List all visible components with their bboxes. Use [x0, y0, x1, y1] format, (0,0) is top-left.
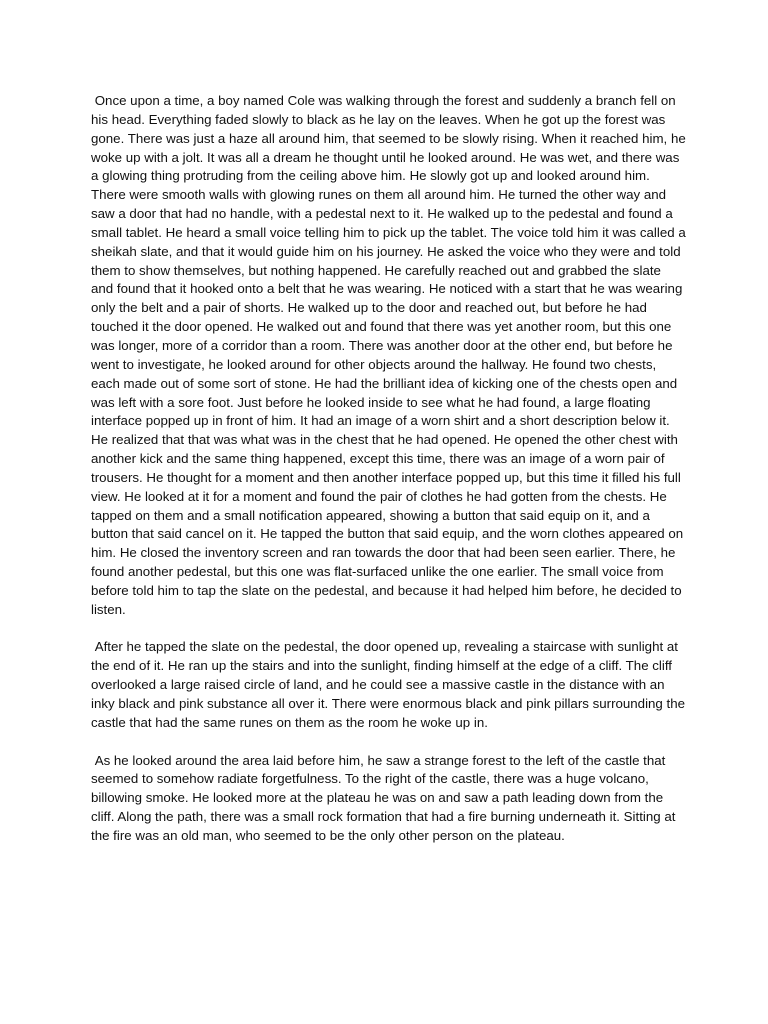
story-body: [91, 92, 690, 865]
paragraph-3: As he looked around the area laid before him, he saw a strange forest to the left of the castle that seemed to somehow radiate forgetfulness. To the right of the castle, there was a huge volcano, billowing smoke. He looked more at the plateau he was on and saw a path leading down from the cliff. Along the path, there was a small rock formation that had a fire burning underneath it. Sitting at the fire was an old man, who seemed to be the only other person on the plateau.: [91, 752, 680, 843]
paragraph-1: Once upon a time, a boy named Cole was walking through the forest and suddenly a branch fell on his head. Everything faded slowly to black as he lay on the leaves. When he got up the forest was gone. There was just a haze all around him, that seemed to be slowly rising. When it reached him, he woke up with a jolt. It was all a dream he thought until he looked around. He was wet, and there was a glowing thing protruding from the ceiling above him. He slowly got up and looked around him. There were smooth walls with glowing runes on them all around him. He turned the other way and saw a door that had no handle, with a pedestal next to it. He walked up to the pedestal and found a small tablet. He heard a small voice telling him to pick up the tablet. The voice told him it was called a sheikah slate, and that it would guide him on his journey. He asked the voice who they were and told them to show themselves, but nothing happened. He carefully reached out and grabbed the slate and found that it hooked onto a belt that he was wearing. He noticed with a start that he was wearing only the belt and a pair of shorts. He walked up to the door and reached out, but before he had touched it the door opened. He walked out and found that there was yet another room, but this one was longer, more of a corridor than a room. There was another door at the other end, but before he went to investigate, he looked around for other objects around the hallway. He found two chests, each made out of some sort of stone. He had the brilliant idea of kicking one of the chests open and was left with a sore foot. Just before he looked inside to see what he had found, a large floating interface popped up in front of him. It had an image of a worn shirt and a short description below it. He realized that that was what was in the chest that he had opened. He opened the other chest with another kick and the same thing happened, except this time, there was an image of a worn pair of trousers. He thought for a moment and then another interface popped up, but this time it filled his full view. He looked at it for a moment and found the pair of clothes he had gotten from the chests. He tapped on them and a small notification appeared, showing a button that said equip on it, and a button that said cancel on it. He tapped the button that said equip, and the worn clothes appeared on him. He closed the inventory screen and ran towards the door that had been seen earlier. There, he found another pedestal, but this one was flat-surfaced unlike the one earlier. The small voice from before told him to tap the slate on the pedestal, and because it had helped him before, he decided to listen.: [91, 93, 690, 617]
paragraph-2: After he tapped the slate on the pedestal, the door opened up, revealing a staircase with sunlight at the end of it. He ran up the stairs and into the sunlight, finding himself at the edge of a cliff. The cliff overlooked a large raised circle of land, and he could see a massive castle in the distance with an inky black and pink substance all over it. There were enormous black and pink pillars surrounding the castle that had the same runes on them as the room he woke up in.: [91, 639, 689, 730]
